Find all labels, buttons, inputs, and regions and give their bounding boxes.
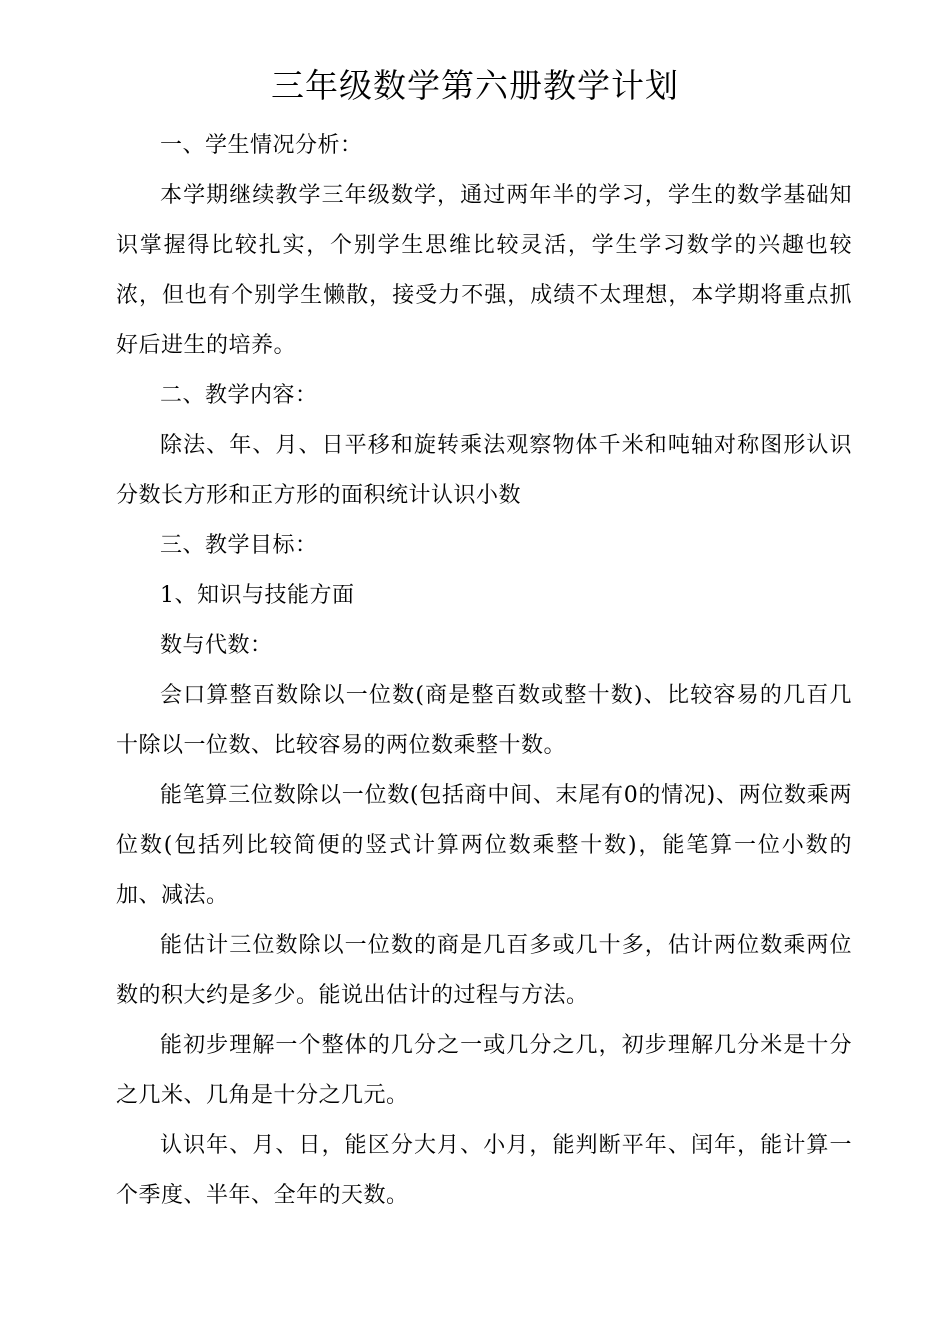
document-body — [116, 121, 852, 1221]
paragraph: 能笔算三位数除以一位数(包括商中间、末尾有0的情况)、两位数乘两位数(包括列比较简便的竖式计算两位数乘整十数)，能笔算一位小数的加、减法。 — [116, 783, 852, 908]
paragraph: 本学期继续教学三年级数学，通过两年半的学习，学生的数学基础知识掌握得比较扎实，个别学生思维比较灵活，学生学习数学的兴趣也较浓，但也有个别学生懒散，接受力不强，成绩不太理想，本学期将重点抓好后进生的培养。 — [116, 183, 852, 358]
subsection-heading: 数与代数： — [160, 633, 273, 658]
document-title: 三年级数学第六册教学计划 — [271, 66, 679, 105]
subsection-heading: 1、知识与技能方面 — [160, 583, 355, 608]
paragraph: 除法、年、月、日平移和旋转乘法观察物体千米和吨轴对称图形认识分数长方形和正方形的面积统计认识小数 — [116, 433, 852, 508]
section-heading-teaching-content: 二、教学内容： — [160, 383, 318, 408]
paragraph: 能估计三位数除以一位数的商是几百多或几十多，估计两位数乘两位数的积大约是多少。能说出估计的过程与方法。 — [116, 933, 852, 1008]
section-heading-teaching-goals: 三、教学目标： — [160, 533, 318, 558]
section-heading-student-analysis: 一、学生情况分析： — [160, 133, 363, 158]
paragraph: 会口算整百数除以一位数(商是整百数或整十数)、比较容易的几百几十除以一位数、比较容易的两位数乘整十数。 — [116, 683, 852, 758]
paragraph: 认识年、月、日，能区分大月、小月，能判断平年、闰年，能计算一个季度、半年、全年的天数。 — [116, 1133, 852, 1208]
paragraph: 能初步理解一个整体的几分之一或几分之几，初步理解几分米是十分之几米、几角是十分之几元。 — [116, 1033, 852, 1108]
